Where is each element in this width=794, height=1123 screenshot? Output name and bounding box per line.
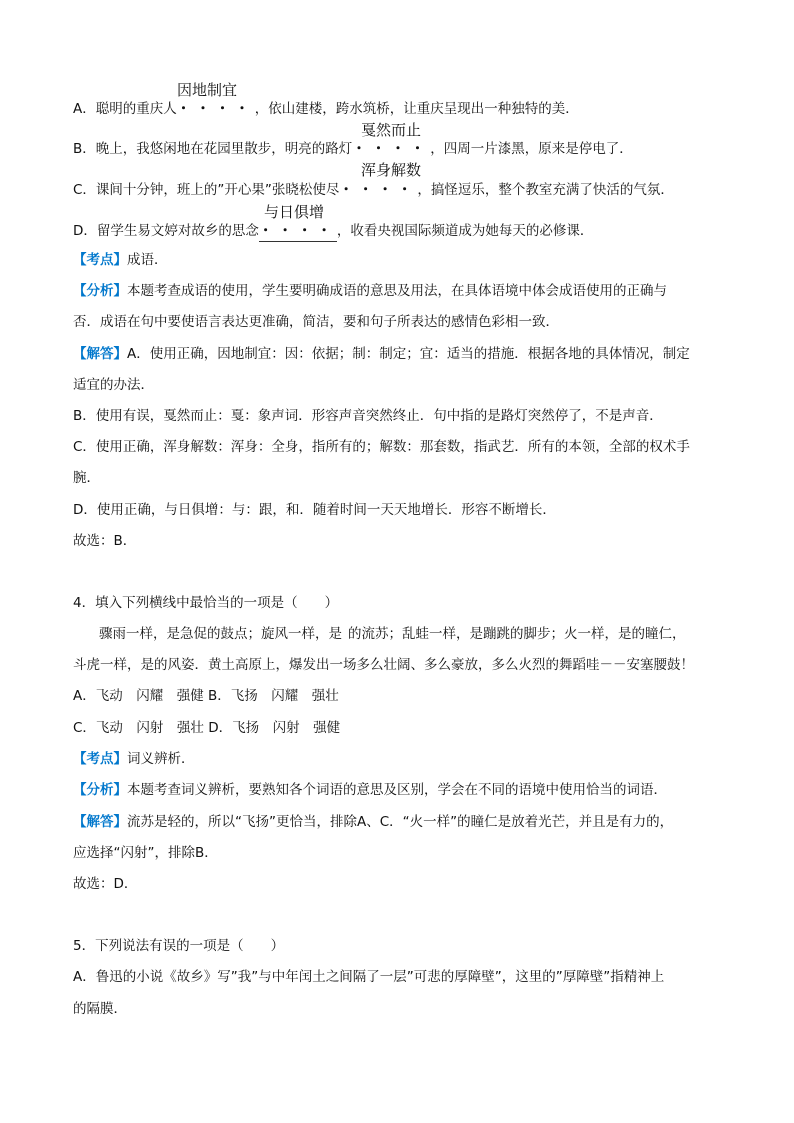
option-c	[73, 180, 674, 200]
kaodian-tag: 【考点】	[73, 252, 127, 268]
q4-passage-1	[99, 624, 686, 644]
q4-options-cd: C．飞动 闪射 强壮 D．飞扬 闪射 强健	[73, 720, 341, 736]
jieda-line-5: 腕．	[73, 470, 100, 486]
q4-fenxi-line	[73, 780, 667, 800]
option-c-prefix: C．课间十分钟，班上的”开心果”张晓松使尽	[73, 182, 340, 198]
jieda-line-3: B．使用有误，戛然而止：戛：象声词．形容声音突然终止．句中指的是路灯突然停了，不是声音．	[73, 408, 663, 424]
fenxi-text: 本题考查词义辨析，要熟知各个词语的意思及区别，学会在不同的语境中使用恰当的词语．	[127, 782, 667, 798]
option-a-prefix: A．聪明的重庆人	[73, 101, 177, 117]
kaodian-text: 成语．	[127, 252, 168, 268]
jieda-line-4: C．使用正确，浑身解数：浑身：全身，指所有的；解数：那套数，指武艺．所有的本领，全部的权术手	[73, 439, 690, 455]
q5-option-a-1: A．鲁迅的小说《故乡》写”我”与中年闰土之间隔了一层”可悲的厚障壁”，这里的”厚障壁”指精神上	[73, 969, 665, 985]
answer-q4: 故选：D．	[73, 876, 138, 892]
option-b-suffix: ，四周一片漆黑，原来是停电了．	[430, 141, 633, 157]
q4-passage-2: 斗虎一样，是的风姿．黄土高原上，爆发出一场多么壮阔、多么豪放，多么火烈的舞蹈哇－－安塞腰鼓！	[73, 657, 694, 673]
q4-jieda-line-1	[73, 812, 673, 832]
idiom-b: 戛然而止	[361, 121, 422, 139]
idiom-d: 与日俱增	[264, 203, 325, 221]
idiom-a: 因地制宜	[177, 81, 238, 99]
q4-options-ab: A．飞动 闪耀 强健 B．飞扬 闪耀 强壮	[73, 688, 339, 704]
emphasis-dots: ・・・・	[259, 221, 337, 242]
jieda-text: A．使用正确，因地制宜：因：依据；制：制定；宜：适当的措施．根据各地的具体情况，制定	[127, 346, 690, 362]
answer-q3: 故选：B．	[73, 533, 137, 549]
kaodian-text: 词义辨析．	[127, 751, 195, 767]
option-c-suffix: ，搞怪逗乐，整个教室充满了快活的气氛．	[417, 182, 674, 198]
jieda-line-6: D．使用正确，与日俱增：与：跟，和．随着时间一天天地增长．形容不断增长．	[73, 502, 556, 518]
option-a	[73, 99, 579, 119]
q4-passage-1a: 骤雨一样，是急促的鼓点；旋风一样，是	[99, 626, 342, 642]
option-b-prefix: B．晚上，我悠闲地在花园里散步，明亮的路灯	[73, 141, 353, 157]
option-a-suffix: ，依山建楼，跨水筑桥，让重庆呈现出一种独特的美．	[254, 101, 579, 117]
option-d-suffix: ，收看央视国际频道成为她每天的必修课．	[336, 223, 594, 239]
q4-kaodian-line	[73, 749, 195, 769]
q4-passage-1b: 的流苏；乱蛙一样，是蹦跳的脚步；火一样，是的瞳仁，	[348, 626, 686, 642]
option-d-prefix: D．留学生易文婷对故乡的思念	[73, 223, 259, 239]
option-b	[73, 139, 633, 159]
idiom-c: 浑身解数	[361, 161, 422, 179]
jieda-text: 流苏是轻的，所以“飞扬”更恰当，排除A、C．“火一样”的瞳仁是放着光芒，并且是有力的，	[127, 814, 674, 830]
jieda-line-2: 适宜的办法．	[73, 377, 154, 393]
option-d	[73, 221, 593, 242]
q5-stem: 5．下列说法有误的一项是（ ）	[73, 938, 285, 954]
fenxi-line-2: 否．成语在句中要使语言表达更准确，简洁，要和句子所表达的感情色彩相一致．	[73, 314, 559, 330]
q4-stem: 4．填入下列横线中最恰当的一项是（ ）	[73, 595, 339, 611]
kaodian-tag: 【考点】	[73, 751, 127, 767]
fenxi-tag: 【分析】	[73, 283, 127, 299]
emphasis-dots: ・・・・	[352, 141, 431, 157]
kaodian-line	[73, 250, 168, 270]
emphasis-dots: ・・・・	[176, 101, 255, 117]
jieda-tag: 【解答】	[73, 814, 127, 830]
fenxi-tag: 【分析】	[73, 782, 127, 798]
fenxi-text: 本题考查成语的使用，学生要明确成语的意思及用法，在具体语境中体会成语使用的正确与	[127, 283, 667, 299]
emphasis-dots: ・・・・	[339, 182, 418, 198]
q5-option-a-2: 的隔膜．	[73, 1001, 127, 1017]
jieda-line-1	[73, 344, 690, 364]
q4-jieda-line-2: 应选择“闪射”，排除B．	[73, 845, 218, 861]
fenxi-line-1	[73, 281, 667, 301]
jieda-tag: 【解答】	[73, 346, 127, 362]
